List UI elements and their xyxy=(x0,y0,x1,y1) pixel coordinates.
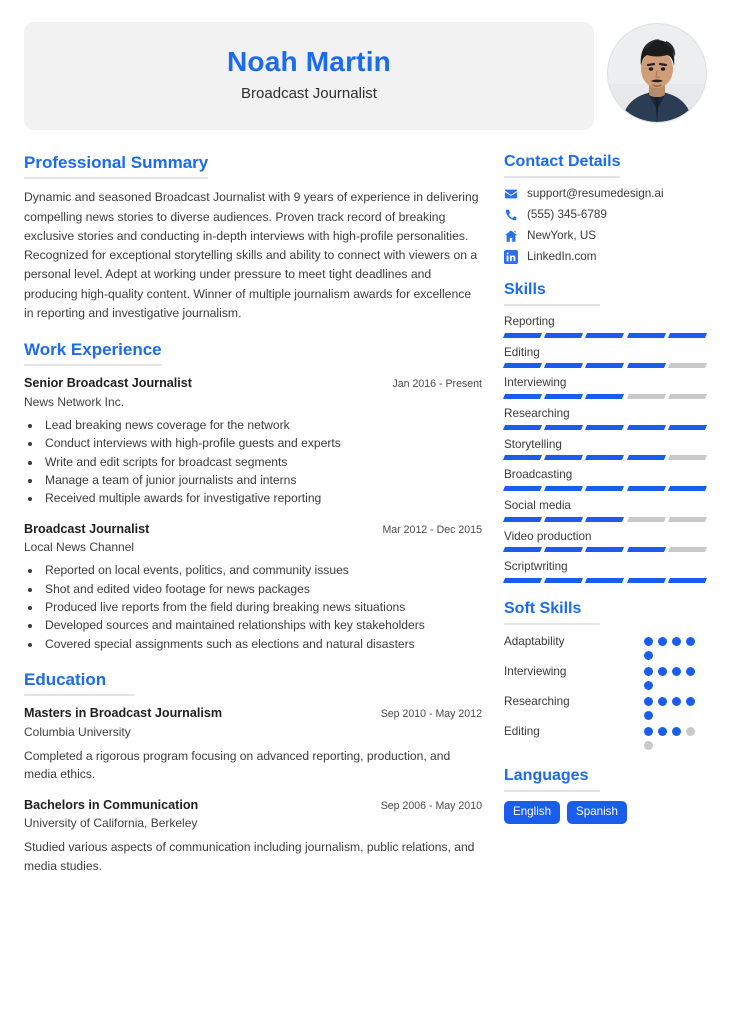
soft-skill-name: Adaptability xyxy=(504,634,565,648)
education-description: Studied various aspects of communication including journalism, public relations, and media studies. xyxy=(24,840,475,873)
skill-level-bar xyxy=(504,363,706,368)
skill-segment xyxy=(627,547,666,552)
section-heading-experience: Work Experience xyxy=(24,339,162,366)
contact-item[interactable] xyxy=(504,229,706,243)
skill-segment xyxy=(668,547,707,552)
soft-skill-rating xyxy=(644,664,706,690)
rating-dot xyxy=(672,667,681,676)
skill-segment xyxy=(503,455,542,460)
skill-segment xyxy=(503,394,542,399)
home-icon xyxy=(504,229,518,243)
section-heading-languages: Languages xyxy=(504,766,600,792)
skill-segment xyxy=(544,455,583,460)
list-item: • Reported on local events, politics, and community issues xyxy=(42,561,482,579)
skill-segment xyxy=(544,394,583,399)
rating-dot xyxy=(686,667,695,676)
rating-dot xyxy=(686,697,695,706)
skill-segment xyxy=(585,455,624,460)
list-item: • Conduct interviews with high-profile guests and experts xyxy=(42,434,482,452)
skill-segment xyxy=(627,517,666,522)
skill-level-bar xyxy=(504,578,706,583)
skill-row xyxy=(504,407,706,430)
rating-dot xyxy=(644,741,653,750)
skill-row xyxy=(504,346,706,369)
skill-row xyxy=(504,560,706,583)
skill-segment xyxy=(585,517,624,522)
skill-segment xyxy=(668,486,707,491)
language-tag: Spanish xyxy=(567,801,627,824)
phone-icon xyxy=(504,208,518,222)
skill-name: Video production xyxy=(504,529,592,543)
skill-segment xyxy=(544,547,583,552)
skill-segment xyxy=(544,425,583,430)
list-item: • Write and edit scripts for broadcast segments xyxy=(42,453,482,471)
skill-segment xyxy=(668,394,707,399)
experience-dates: Jan 2016 - Present xyxy=(392,378,482,391)
skill-segment xyxy=(627,363,666,368)
soft-skill-row xyxy=(504,694,706,720)
skill-level-bar xyxy=(504,517,706,522)
skill-segment xyxy=(544,578,583,583)
skill-row xyxy=(504,499,706,522)
contact-item[interactable] xyxy=(504,250,706,264)
skill-segment xyxy=(544,517,583,522)
envelope-icon xyxy=(504,187,518,201)
soft-skill-row xyxy=(504,724,706,750)
list-item: • Covered special assignments such as elections and natural disasters xyxy=(42,635,482,653)
education-dates: Sep 2006 - May 2010 xyxy=(380,799,482,812)
resume-body xyxy=(24,152,706,891)
education-degree: Bachelors in Communication xyxy=(24,797,199,812)
skill-row xyxy=(504,530,706,553)
skill-name: Scriptwriting xyxy=(504,560,568,574)
skill-name: Editing xyxy=(504,345,540,359)
rating-dot xyxy=(644,667,653,676)
experience-role: Broadcast Journalist xyxy=(24,521,150,536)
sidebar-column xyxy=(504,152,706,840)
skill-segment xyxy=(503,333,542,338)
list-item: • Lead breaking news coverage for the network xyxy=(42,416,482,434)
rating-dot xyxy=(672,697,681,706)
language-tag: English xyxy=(504,801,560,824)
soft-skill-rating xyxy=(644,724,706,750)
linkedin-icon xyxy=(504,250,518,264)
soft-skill-rating xyxy=(644,694,706,720)
resume-header xyxy=(24,22,706,134)
list-item: • Manage a team of junior journalists and interns xyxy=(42,471,482,489)
experience-bullet-list xyxy=(42,416,482,508)
rating-dot xyxy=(658,667,667,676)
skill-segment xyxy=(585,333,624,338)
section-contact-details xyxy=(504,152,706,264)
skill-segment xyxy=(585,578,624,583)
skill-segment xyxy=(668,363,707,368)
experience-dates: Mar 2012 - Dec 2015 xyxy=(382,523,482,536)
experience-entry xyxy=(24,521,482,653)
skill-row xyxy=(504,468,706,491)
language-tag-list xyxy=(504,801,706,824)
skill-name: Reporting xyxy=(504,315,555,329)
education-list xyxy=(24,705,482,875)
skill-segment xyxy=(503,547,542,552)
skill-name: Researching xyxy=(504,407,570,420)
section-languages xyxy=(504,766,706,824)
education-entry-header xyxy=(24,797,482,813)
soft-skill-rating xyxy=(644,634,706,660)
soft-skill-name: Editing xyxy=(504,724,540,738)
skill-segment xyxy=(627,333,666,338)
section-work-experience xyxy=(24,339,482,653)
contact-value: NewYork, US xyxy=(527,229,597,243)
skill-segment xyxy=(544,333,583,338)
skill-level-bar xyxy=(504,547,706,552)
section-heading-soft-skills: Soft Skills xyxy=(504,599,600,625)
soft-skills-list xyxy=(504,634,706,750)
skill-segment xyxy=(668,455,707,460)
soft-skill-name: Interviewing xyxy=(504,664,567,678)
skill-level-bar xyxy=(504,425,706,430)
experience-entry-header xyxy=(24,375,482,391)
skill-level-bar xyxy=(504,333,706,338)
education-degree: Masters in Broadcast Journalism xyxy=(24,706,223,721)
rating-dot xyxy=(644,651,653,660)
skill-level-bar xyxy=(504,455,706,460)
skill-row xyxy=(504,376,706,399)
rating-dot xyxy=(672,637,681,646)
rating-dot xyxy=(644,711,653,720)
contact-value: support@resumedesign.ai xyxy=(527,187,664,200)
list-item: • Shot and edited video footage for news packages xyxy=(42,580,482,598)
skill-segment xyxy=(627,578,666,583)
education-dates: Sep 2010 - May 2012 xyxy=(380,708,482,721)
education-description: Completed a rigorous program focusing on advanced reporting, production, and media ethics. xyxy=(24,749,451,782)
skill-segment xyxy=(668,333,707,338)
skill-segment xyxy=(668,425,707,430)
skill-segment xyxy=(503,517,542,522)
contact-value: LinkedIn.com xyxy=(527,250,597,264)
section-professional-summary xyxy=(24,152,482,323)
list-item: • Received multiple awards for investigative reporting xyxy=(42,489,482,507)
section-education xyxy=(24,669,482,875)
section-heading-education: Education xyxy=(24,669,134,696)
skill-row xyxy=(504,315,706,338)
skill-segment xyxy=(668,578,707,583)
skill-name: Storytelling xyxy=(504,437,562,451)
skill-name: Social media xyxy=(504,498,571,512)
rating-dot xyxy=(644,697,653,706)
soft-skill-name: Researching xyxy=(504,694,570,708)
portrait-illustration xyxy=(608,24,706,122)
soft-skill-row xyxy=(504,634,706,660)
section-heading-summary: Professional Summary xyxy=(24,152,208,179)
education-entry-header xyxy=(24,705,482,721)
experience-entry xyxy=(24,375,482,507)
skill-segment xyxy=(627,394,666,399)
list-item: • Developed sources and maintained relationships with key stakeholders xyxy=(42,616,482,634)
skill-segment xyxy=(544,363,583,368)
skill-segment xyxy=(503,425,542,430)
rating-dot xyxy=(644,681,653,690)
experience-list xyxy=(24,375,482,653)
skill-level-bar xyxy=(504,394,706,399)
page-title: Noah Martin xyxy=(227,46,391,78)
skill-name: Interviewing xyxy=(504,376,567,390)
skill-name: Broadcasting xyxy=(504,468,573,482)
avatar-photo xyxy=(608,24,706,122)
skill-segment xyxy=(503,578,542,583)
rating-dot xyxy=(644,637,653,646)
section-skills xyxy=(504,280,706,583)
education-entry xyxy=(24,705,482,783)
rating-dot xyxy=(672,727,681,736)
education-entry xyxy=(24,797,482,875)
skill-row xyxy=(504,438,706,461)
rating-dot xyxy=(686,727,695,736)
avatar xyxy=(608,24,706,122)
experience-entry-header xyxy=(24,521,482,537)
skill-segment xyxy=(585,547,624,552)
contact-list xyxy=(504,187,706,264)
skill-segment xyxy=(627,486,666,491)
rating-dot xyxy=(658,637,667,646)
skill-segment xyxy=(544,486,583,491)
skill-segment xyxy=(585,486,624,491)
experience-organization: News Network Inc. xyxy=(24,394,125,409)
section-soft-skills xyxy=(504,599,706,750)
rating-dot xyxy=(644,727,653,736)
skill-segment xyxy=(585,425,624,430)
job-title: Broadcast Journalist xyxy=(241,84,377,102)
section-heading-skills: Skills xyxy=(504,280,600,306)
skill-segment xyxy=(585,394,624,399)
list-item: • Produced live reports from the field during breaking news situations xyxy=(42,598,482,616)
skill-segment xyxy=(503,486,542,491)
rating-dot xyxy=(658,727,667,736)
skill-segment xyxy=(503,363,542,368)
soft-skill-row xyxy=(504,664,706,690)
skill-level-bar xyxy=(504,486,706,491)
skill-segment xyxy=(668,517,707,522)
skill-segment xyxy=(627,425,666,430)
experience-organization: Local News Channel xyxy=(24,540,135,555)
education-school: Columbia University xyxy=(24,724,131,739)
contact-item[interactable] xyxy=(504,187,706,201)
education-school: University of California, Berkeley xyxy=(24,816,198,831)
main-column xyxy=(24,152,482,891)
name-card xyxy=(24,22,594,130)
rating-dot xyxy=(686,637,695,646)
contact-item[interactable] xyxy=(504,208,706,222)
skill-segment xyxy=(585,363,624,368)
skill-segment xyxy=(627,455,666,460)
skills-list xyxy=(504,315,706,583)
experience-bullet-list xyxy=(42,561,482,653)
summary-text: Dynamic and seasoned Broadcast Journalist with 9 years of experience in delivering compelling news stories to diverse audiences. Proven track record of breaking exclusive stories and conducting in-depth interviews with high-profile personalities. Recognized for exceptional storytelling skills and ability to connect with viewers on a personal level. Adept at working under pressure to meet tight deadlines and producing high-quality content. Winner of multiple journalism awards for excellence in reporting and investigative journalism. xyxy=(24,190,479,320)
contact-value: (555) 345-6789 xyxy=(527,208,607,222)
experience-role: Senior Broadcast Journalist xyxy=(24,376,192,391)
rating-dot xyxy=(658,697,667,706)
section-heading-contact: Contact Details xyxy=(504,152,620,178)
